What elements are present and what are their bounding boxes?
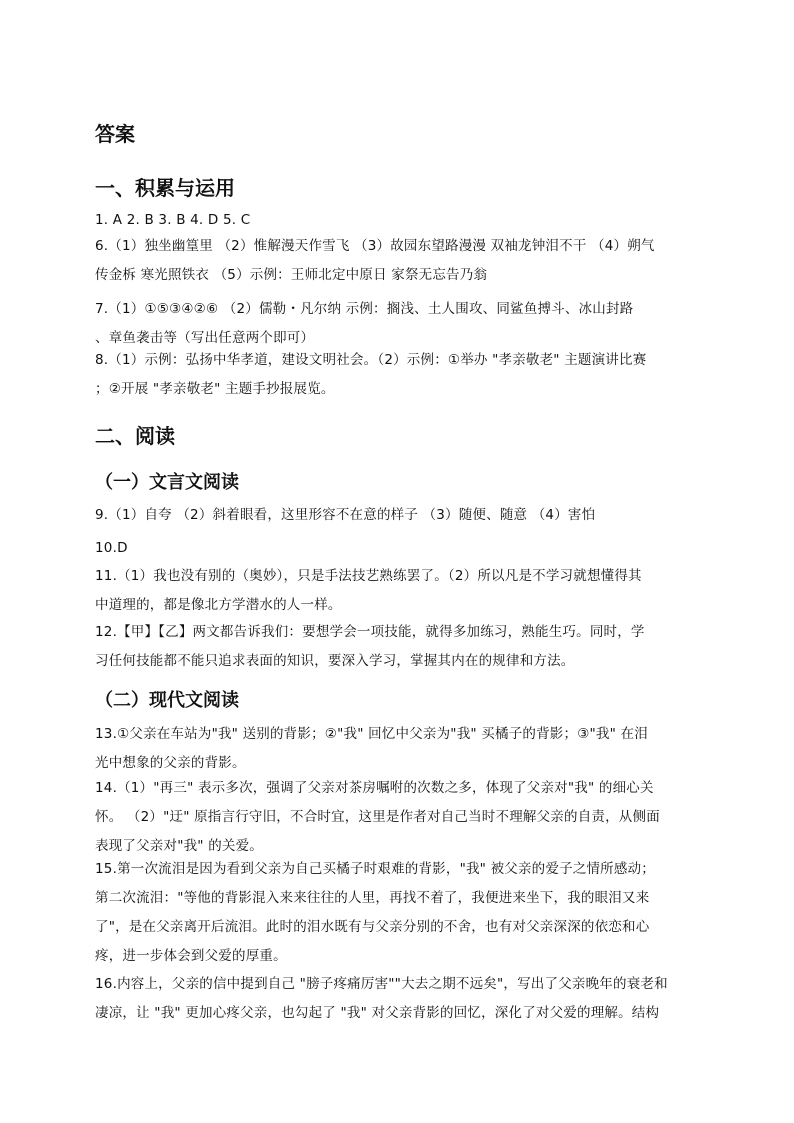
- answer-line: 1. A 2. B 3. B 4. D 5. C: [95, 212, 251, 228]
- answer-item-7: [95, 295, 707, 353]
- answer-line: 11.（1）我也没有别的（奥妙），只是手法技艺熟练罢了。（2）所以凡是不学习就想懂得其: [95, 568, 642, 584]
- answer-line: 6.（1）独坐幽篁里 （2）惟解漫天作雪飞 （3）故园东望路漫漫 双袖龙钟泪不干 （4）朔气: [95, 238, 655, 254]
- section-heading-reading: 二、阅读: [95, 424, 175, 448]
- answer-line: 9.（1）自夸 （2）斜着眼看，这里形容不在意的样子 （3）随便、随意 （4）害怕: [95, 507, 596, 523]
- answer-line: 8.（1）示例：弘扬中华孝道，建设文明社会。（2）示例：①举办 "孝亲敬老" 主题演讲比赛: [95, 352, 647, 368]
- answer-item-13: [95, 720, 707, 778]
- answer-line: 表现了父亲对"我" 的关爱。: [95, 838, 264, 854]
- answer-line: 14.（1）"再三" 表示多次，强调了父亲对茶房嘱咐的次数之多，体现了父亲对"我" 的细心关: [95, 780, 654, 796]
- subsection-heading-classical: （一）文言文阅读: [95, 472, 239, 493]
- answer-line: ；②开展 "孝亲敬老" 主题手抄报展览。: [95, 381, 335, 397]
- answer-item-1-5: [95, 206, 707, 235]
- answer-line: 7.（1）①⑤③④②⑥ （2）儒勒・凡尔纳 示例：搁浅、土人围攻、同鲨鱼搏斗、冰山封路: [95, 301, 634, 317]
- answer-item-12: [95, 618, 707, 676]
- answer-item-10: [95, 534, 707, 563]
- answer-item-15: [95, 855, 707, 971]
- answer-line: 12.【甲】【乙】两文都告诉我们：要想学会一项技能，就得多加练习，熟能生巧。同时，学: [95, 624, 645, 640]
- answer-line: 习任何技能都不能只追求表面的知识，要深入学习，掌握其内在的规律和方法。: [95, 653, 575, 669]
- answer-item-14: [95, 774, 707, 861]
- answer-line: 15.第一次流泪是因为看到父亲为自己买橘子时艰难的背影，"我" 被父亲的爱子之情所感动；: [95, 861, 655, 877]
- answer-line: 16.内容上，父亲的信中提到自己 "膀子疼痛厉害""大去之期不远矣"，写出了父亲晚年的衰老和: [95, 976, 668, 992]
- answer-line: 第二次流泪："等他的背影混入来来往往的人里，再找不着了，我便进来坐下，我的眼泪又来: [95, 890, 650, 906]
- answer-line: 了"，是在父亲离开后流泪。此时的泪水既有与父亲分别的不舍，也有对父亲深深的依恋和心: [95, 919, 650, 935]
- page-title: 答案: [95, 122, 135, 146]
- answer-item-16: [95, 970, 707, 1028]
- answer-item-9: [95, 501, 707, 530]
- section-heading-accumulation: 一、积累与运用: [95, 176, 235, 200]
- answer-item-8: [95, 346, 707, 404]
- subsection-heading-modern: （二）现代文阅读: [95, 690, 239, 711]
- answer-line: 凄凉，让 "我" 更加心疼父亲，也勾起了 "我" 对父亲背影的回忆，深化了对父爱的理解。结构: [95, 1005, 660, 1021]
- answer-item-6: [95, 232, 707, 290]
- answer-line: 疼，进一步体会到父爱的厚重。: [95, 948, 287, 964]
- answer-line: 光中想象的父亲的背影。: [95, 755, 246, 771]
- answer-line: 中道理的，都是像北方学潜水的人一样。: [95, 597, 342, 613]
- answer-line: 13.①父亲在车站为"我" 送别的背影；②"我" 回忆中父亲为"我" 买橘子的背影；③"我" 在泪: [95, 726, 648, 742]
- answer-line: 传金柝 寒光照铁衣 （5）示例：王师北定中原日 家祭无忘告乃翁: [95, 267, 488, 283]
- answer-line: 、章鱼袭击等（写出任意两个即可）: [95, 330, 315, 346]
- answer-line: 怀。 （2）"迂" 原指言行守旧，不合时宜，这里是作者对自己当时不理解父亲的自责，从侧面: [95, 809, 660, 825]
- answer-item-11: [95, 562, 707, 620]
- answer-line: 10.D: [95, 540, 128, 556]
